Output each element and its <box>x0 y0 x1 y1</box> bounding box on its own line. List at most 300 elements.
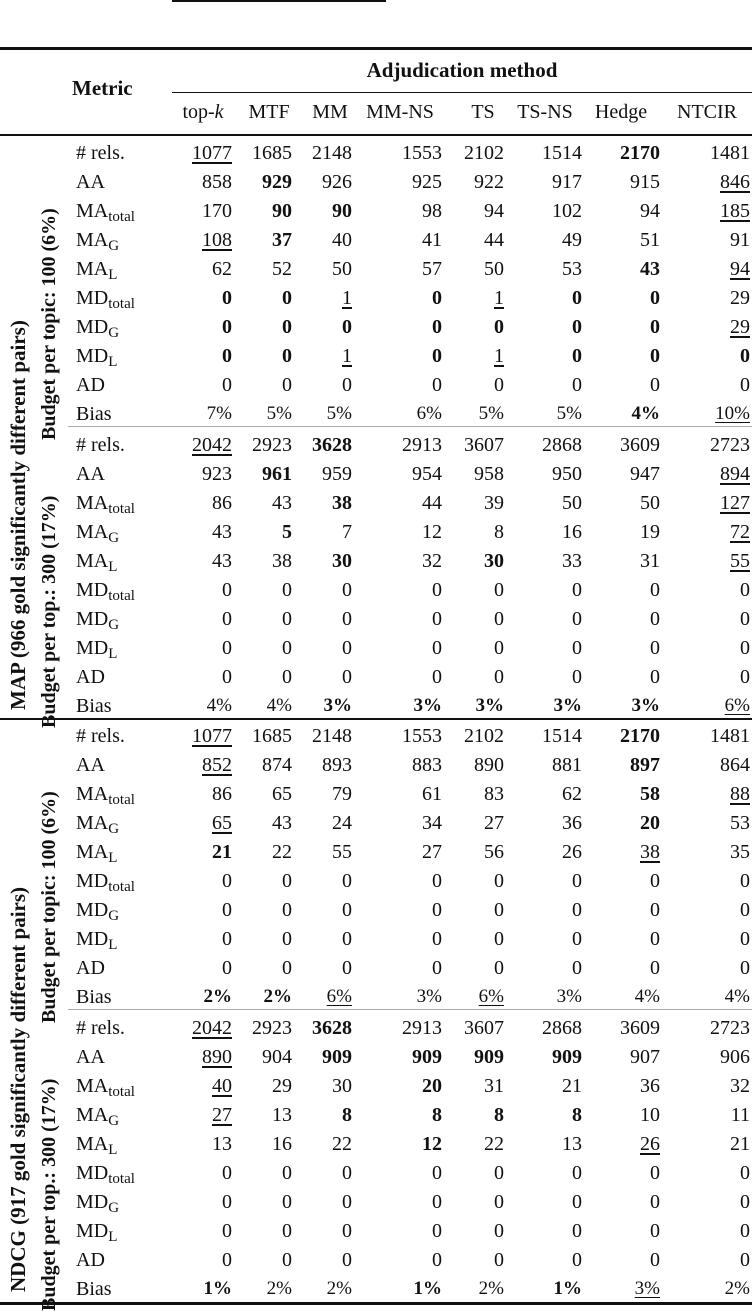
table-cell: 61 <box>422 783 442 805</box>
table-cell: 29 <box>272 1075 292 1097</box>
table-cell: 0 <box>282 374 292 396</box>
table-cell: 43 <box>212 550 232 572</box>
table-cell: 961 <box>262 463 292 485</box>
table-row <box>0 1133 752 1162</box>
table-cell: 0 <box>432 637 442 659</box>
table-cell: 0 <box>342 1249 352 1271</box>
table-cell: 30 <box>332 550 352 572</box>
budget-label: Budget per top.: 300 (17%) <box>38 495 60 728</box>
table-cell: 1 <box>494 345 504 367</box>
table-cell: 954 <box>412 463 442 485</box>
table-cell: 2923 <box>252 434 292 456</box>
table-cell: 90 <box>272 200 292 222</box>
table-cell: 0 <box>650 870 660 892</box>
table-cell: 6% <box>416 403 442 424</box>
table-cell: 0 <box>572 1220 582 1242</box>
table-row <box>0 1162 752 1191</box>
table-cell: 3% <box>634 1278 660 1299</box>
table-cell: 0 <box>494 316 504 338</box>
table-cell: 102 <box>552 200 582 222</box>
table-cell: 874 <box>262 754 292 776</box>
table-cell: 0 <box>650 1249 660 1271</box>
table-row <box>0 637 752 666</box>
table-cell: 0 <box>572 1162 582 1184</box>
table-cell: 0 <box>282 608 292 630</box>
table-cell: 86 <box>212 492 232 514</box>
table-cell: 883 <box>412 754 442 776</box>
table-cell: 890 <box>474 754 504 776</box>
header-rule <box>0 134 752 136</box>
table-cell: 0 <box>572 316 582 338</box>
table-cell: 0 <box>222 666 232 688</box>
table-cell: 2% <box>724 1278 750 1299</box>
table-cell: 1077 <box>192 142 232 164</box>
table-row <box>0 316 752 345</box>
table-cell: 897 <box>630 754 660 776</box>
table-cell: 88 <box>730 783 750 805</box>
table-cell: 31 <box>640 550 660 572</box>
table-cell: 0 <box>342 637 352 659</box>
table-cell: 0 <box>282 316 292 338</box>
table-cell: 3607 <box>464 1017 504 1039</box>
table-row <box>0 287 752 316</box>
metric-label: AA <box>76 1046 105 1068</box>
table-cell: 0 <box>494 957 504 979</box>
table-row <box>0 550 752 579</box>
column-header-mtf: MTF <box>248 101 290 123</box>
table-cell: 917 <box>552 171 582 193</box>
table-row <box>0 666 752 695</box>
table-cell: 2170 <box>620 725 660 747</box>
table-cell: 0 <box>282 287 292 309</box>
table-cell: 170 <box>202 200 232 222</box>
table-cell: 4% <box>724 986 750 1007</box>
table-cell: 0 <box>342 666 352 688</box>
table-cell: 958 <box>474 463 504 485</box>
metric-label: $MD_{total}$ <box>76 870 135 895</box>
table-cell: 43 <box>212 521 232 543</box>
table-cell: 31 <box>484 1075 504 1097</box>
table-cell: 906 <box>720 1046 750 1068</box>
table-cell: 0 <box>222 345 232 367</box>
metric-label: Bias <box>76 986 112 1008</box>
table-cell: 16 <box>272 1133 292 1155</box>
table-cell: 925 <box>412 171 442 193</box>
table-cell: 0 <box>740 666 750 688</box>
table-cell: 36 <box>640 1075 660 1097</box>
table-cell: 1514 <box>542 142 582 164</box>
budget-label: Budget per topic: 100 (6%) <box>38 208 60 440</box>
table-cell: 1 <box>342 345 352 367</box>
table-cell: 13 <box>562 1133 582 1155</box>
table-cell: 3% <box>553 695 582 716</box>
table-cell: 0 <box>342 870 352 892</box>
table-cell: 1685 <box>252 725 292 747</box>
table-cell: 2% <box>478 1278 504 1299</box>
metric-label: $MA_{total}$ <box>76 783 135 808</box>
table-cell: 0 <box>740 637 750 659</box>
table-cell: 43 <box>272 492 292 514</box>
table-cell: 2% <box>263 986 292 1007</box>
table-cell: 0 <box>650 666 660 688</box>
table-cell: 0 <box>432 608 442 630</box>
table-cell: 30 <box>484 550 504 572</box>
table-cell: 36 <box>562 812 582 834</box>
table-cell: 0 <box>432 870 442 892</box>
table-cell: 0 <box>572 928 582 950</box>
table-row <box>0 1278 752 1307</box>
table-cell: 2148 <box>312 725 352 747</box>
table-cell: 4% <box>631 403 660 424</box>
table-cell: 86 <box>212 783 232 805</box>
table-cell: 40 <box>332 229 352 251</box>
table-cell: 29 <box>730 287 750 309</box>
table-cell: 0 <box>740 345 750 367</box>
table-cell: 0 <box>222 928 232 950</box>
table-cell: 0 <box>222 287 232 309</box>
metric-label: # rels. <box>76 142 125 164</box>
table-cell: 1553 <box>402 725 442 747</box>
table-cell: 0 <box>282 345 292 367</box>
table-cell: 0 <box>572 579 582 601</box>
table-cell: 3628 <box>312 434 352 456</box>
table-cell: 0 <box>572 1249 582 1271</box>
metric-label: AD <box>76 666 105 688</box>
table-cell: 0 <box>740 1220 750 1242</box>
table-cell: 44 <box>422 492 442 514</box>
metric-label: $MD_G$ <box>76 1191 120 1216</box>
table-cell: 0 <box>432 374 442 396</box>
column-header-ts-ns: TS-NS <box>517 101 573 123</box>
column-header-ts: TS <box>471 101 495 123</box>
table-cell: 40 <box>212 1075 232 1097</box>
metric-label: $MD_{total}$ <box>76 579 135 604</box>
metric-label: $MD_L$ <box>76 345 118 370</box>
table-cell: 39 <box>484 492 504 514</box>
table-cell: 0 <box>282 1220 292 1242</box>
table-cell: 8 <box>494 521 504 543</box>
table-cell: 0 <box>432 287 442 309</box>
table-cell: 907 <box>630 1046 660 1068</box>
table-cell: 0 <box>650 637 660 659</box>
table-cell: 909 <box>552 1046 582 1068</box>
table-cell: 35 <box>730 841 750 863</box>
table-cell: 27 <box>484 812 504 834</box>
table-cell: 0 <box>432 928 442 950</box>
table-row <box>0 1104 752 1133</box>
table-cell: 0 <box>432 316 442 338</box>
table-cell: 2913 <box>402 434 442 456</box>
table-cell: 91 <box>730 229 750 251</box>
metric-label: $MA_L$ <box>76 1133 118 1158</box>
table-cell: 0 <box>650 1220 660 1242</box>
table-cell: 53 <box>730 812 750 834</box>
table-cell: 0 <box>282 579 292 601</box>
table-cell: 24 <box>332 812 352 834</box>
table-row <box>0 345 752 374</box>
table-cell: 929 <box>262 171 292 193</box>
table-cell: 0 <box>572 899 582 921</box>
table-cell: 79 <box>332 783 352 805</box>
metric-label: Bias <box>76 1278 112 1300</box>
table-cell: 12 <box>422 1133 442 1155</box>
table-cell: 19 <box>640 521 660 543</box>
section-label-ndcg: NDCG (917 gold significantly different pairs) <box>6 886 30 1292</box>
table-cell: 950 <box>552 463 582 485</box>
table-cell: 43 <box>640 258 660 280</box>
table-cell: 0 <box>222 608 232 630</box>
table-row <box>0 841 752 870</box>
table-row <box>0 695 752 724</box>
table-cell: 0 <box>222 1220 232 1242</box>
table-row <box>0 1046 752 1075</box>
table-cell: 22 <box>484 1133 504 1155</box>
table-cell: 65 <box>272 783 292 805</box>
table-cell: 0 <box>572 870 582 892</box>
table-cell: 5 <box>282 521 292 543</box>
table-cell: 27 <box>212 1104 232 1126</box>
table-row <box>0 986 752 1015</box>
metric-label: $MD_L$ <box>76 1220 118 1245</box>
metric-label: AD <box>76 374 105 396</box>
table-cell: 12 <box>422 521 442 543</box>
table-cell: 852 <box>202 754 232 776</box>
table-cell: 44 <box>484 229 504 251</box>
budget-divider <box>68 426 752 427</box>
table-cell: 55 <box>332 841 352 863</box>
table-cell: 65 <box>212 812 232 834</box>
table-cell: 0 <box>222 579 232 601</box>
table-cell: 2% <box>203 986 232 1007</box>
table-cell: 0 <box>494 1191 504 1213</box>
table-row <box>0 1075 752 1104</box>
table-cell: 904 <box>262 1046 292 1068</box>
table-row <box>0 171 752 200</box>
table-row <box>0 1249 752 1278</box>
metric-label: # rels. <box>76 434 125 456</box>
table-cell: 3% <box>631 695 660 716</box>
table-cell: 0 <box>572 666 582 688</box>
table-cell: 5% <box>556 403 582 424</box>
table-cell: 1% <box>413 1278 442 1299</box>
table-cell: 2923 <box>252 1017 292 1039</box>
table-cell: 0 <box>494 899 504 921</box>
table-cell: 51 <box>640 229 660 251</box>
table-cell: 185 <box>720 200 750 222</box>
table-cell: 0 <box>342 608 352 630</box>
table-row <box>0 957 752 986</box>
table-cell: 0 <box>650 1162 660 1184</box>
metric-label: $MA_{total}$ <box>76 1075 135 1100</box>
table-cell: 6% <box>478 986 504 1007</box>
table-cell: 2148 <box>312 142 352 164</box>
table-cell: 0 <box>740 608 750 630</box>
table-row <box>0 434 752 463</box>
table-cell: 4% <box>206 695 232 716</box>
table-cell: 1 <box>494 287 504 309</box>
table-cell: 0 <box>650 579 660 601</box>
table-cell: 21 <box>212 841 232 863</box>
table-cell: 0 <box>342 316 352 338</box>
column-header-mm: MM <box>312 101 348 123</box>
table-cell: 0 <box>740 957 750 979</box>
table-cell: 0 <box>572 1191 582 1213</box>
table-cell: 10% <box>715 403 750 424</box>
table-cell: 127 <box>720 492 750 514</box>
table-cell: 38 <box>640 841 660 863</box>
table-row <box>0 1220 752 1249</box>
table-cell: 56 <box>484 841 504 863</box>
table-cell: 6% <box>724 695 750 716</box>
table-cell: 8 <box>572 1104 582 1126</box>
table-cell: 0 <box>572 637 582 659</box>
table-cell: 50 <box>640 492 660 514</box>
table-cell: 0 <box>222 316 232 338</box>
table-cell: 0 <box>432 666 442 688</box>
table-row <box>0 579 752 608</box>
table-cell: 1481 <box>710 142 750 164</box>
table-cell: 0 <box>432 579 442 601</box>
column-header-mm-ns: MM-NS <box>366 101 434 123</box>
table-cell: 5% <box>326 403 352 424</box>
table-cell: 2102 <box>464 142 504 164</box>
table-cell: 8 <box>342 1104 352 1126</box>
metric-label: AA <box>76 463 105 485</box>
table-cell: 0 <box>572 345 582 367</box>
table-row <box>0 403 752 432</box>
table-cell: 0 <box>494 1220 504 1242</box>
metric-header: Metric <box>72 76 133 100</box>
table-cell: 890 <box>202 1046 232 1068</box>
table-cell: 98 <box>422 200 442 222</box>
table-cell: 909 <box>322 1046 352 1068</box>
table-cell: 0 <box>282 870 292 892</box>
table-cell: 947 <box>630 463 660 485</box>
table-cell: 0 <box>740 1191 750 1213</box>
table-cell: 0 <box>494 666 504 688</box>
table-cell: 0 <box>222 1249 232 1271</box>
table-cell: 50 <box>332 258 352 280</box>
table-cell: 0 <box>650 287 660 309</box>
metric-label: $MA_L$ <box>76 258 118 283</box>
table-cell: 0 <box>432 957 442 979</box>
adjudication-method-header: Adjudication method <box>366 58 558 82</box>
table-cell: 6% <box>326 986 352 1007</box>
table-cell: 0 <box>572 957 582 979</box>
table-row <box>0 725 752 754</box>
table-row <box>0 258 752 287</box>
table-cell: 0 <box>342 1162 352 1184</box>
table-cell: 21 <box>562 1075 582 1097</box>
table-cell: 1481 <box>710 725 750 747</box>
column-header-top-k: top-k <box>182 101 224 123</box>
table-cell: 62 <box>212 258 232 280</box>
table-cell: 3% <box>475 695 504 716</box>
table-cell: 5% <box>266 403 292 424</box>
table-cell: 13 <box>272 1104 292 1126</box>
table-cell: 0 <box>222 870 232 892</box>
table-cell: 2913 <box>402 1017 442 1039</box>
table-cell: 0 <box>222 637 232 659</box>
table-row <box>0 463 752 492</box>
table-cell: 13 <box>212 1133 232 1155</box>
budget-label: Budget per topic: 100 (6%) <box>38 791 60 1023</box>
metric-label: $MA_L$ <box>76 550 118 575</box>
table-cell: 0 <box>282 1249 292 1271</box>
table-cell: 0 <box>494 374 504 396</box>
table-cell: 3% <box>556 986 582 1007</box>
table-cell: 0 <box>740 579 750 601</box>
table-cell: 10 <box>640 1104 660 1126</box>
table-row <box>0 608 752 637</box>
table-cell: 0 <box>282 928 292 950</box>
table-cell: 38 <box>332 492 352 514</box>
metric-label: # rels. <box>76 1017 125 1039</box>
table-cell: 57 <box>422 258 442 280</box>
table-cell: 0 <box>740 870 750 892</box>
table-cell: 923 <box>202 463 232 485</box>
table-cell: 58 <box>640 783 660 805</box>
table-cell: 846 <box>720 171 750 193</box>
table-cell: 52 <box>272 258 292 280</box>
table-cell: 1077 <box>192 725 232 747</box>
table-cell: 858 <box>202 171 232 193</box>
metric-label: AA <box>76 754 105 776</box>
table-cell: 0 <box>494 870 504 892</box>
table-cell: 0 <box>432 1220 442 1242</box>
metric-label: $MA_{total}$ <box>76 200 135 225</box>
table-cell: 0 <box>572 608 582 630</box>
metric-label: $MA_G$ <box>76 812 120 837</box>
table-cell: 0 <box>342 957 352 979</box>
metric-label: Bias <box>76 403 112 425</box>
table-cell: 3628 <box>312 1017 352 1039</box>
table-row <box>0 521 752 550</box>
metric-label: $MA_{total}$ <box>76 492 135 517</box>
table-cell: 50 <box>484 258 504 280</box>
table-cell: 34 <box>422 812 442 834</box>
table-row <box>0 374 752 403</box>
table-cell: 8 <box>432 1104 442 1126</box>
table-cell: 0 <box>432 899 442 921</box>
budget-label: Budget per top.: 300 (17%) <box>38 1078 60 1311</box>
table-cell: 0 <box>342 579 352 601</box>
table-cell: 49 <box>562 229 582 251</box>
table-cell: 94 <box>484 200 504 222</box>
table-cell: 0 <box>342 1220 352 1242</box>
table-row <box>0 200 752 229</box>
table-cell: 2723 <box>710 434 750 456</box>
table-cell: 55 <box>730 550 750 572</box>
table-cell: 1 <box>342 287 352 309</box>
table-cell: 3% <box>413 695 442 716</box>
table-cell: 62 <box>562 783 582 805</box>
table-cell: 0 <box>282 666 292 688</box>
table-cell: 915 <box>630 171 660 193</box>
table-cell: 2868 <box>542 434 582 456</box>
table-cell: 0 <box>222 374 232 396</box>
table-cell: 0 <box>494 928 504 950</box>
table-cell: 0 <box>222 1162 232 1184</box>
table-cell: 0 <box>740 928 750 950</box>
metric-label: $MD_G$ <box>76 899 120 924</box>
table-cell: 26 <box>562 841 582 863</box>
metric-label: AA <box>76 171 105 193</box>
table-cell: 0 <box>342 928 352 950</box>
table-cell: 20 <box>640 812 660 834</box>
table-cell: 0 <box>740 374 750 396</box>
table-cell: 0 <box>650 957 660 979</box>
